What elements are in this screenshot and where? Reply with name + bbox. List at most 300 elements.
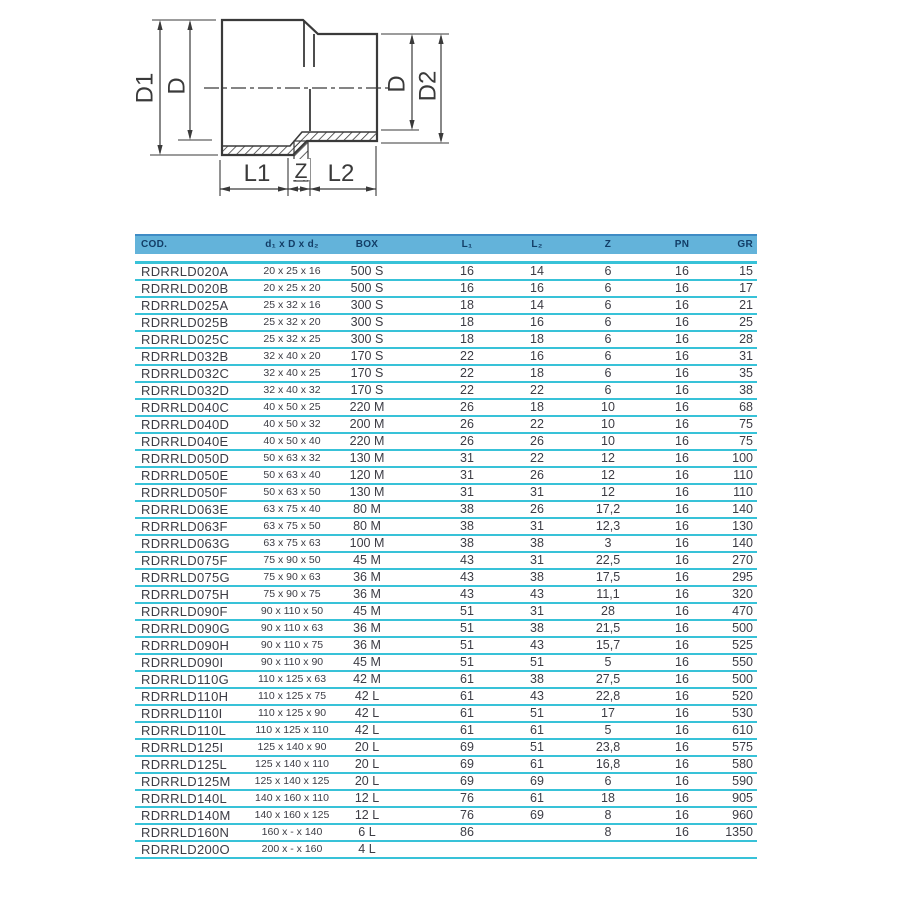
table-cell: 16 xyxy=(675,791,689,805)
table-cell: 45 M xyxy=(353,604,381,618)
table-cell: 26 xyxy=(530,502,544,516)
table-cell: 90 x 110 x 75 xyxy=(260,639,324,651)
table-cell: 16 xyxy=(675,825,689,839)
column-header-gr: GR xyxy=(737,239,753,250)
table-cell: RDRRLD075F xyxy=(141,553,228,568)
table-cell: 14 xyxy=(530,264,544,278)
table-cell: 16 xyxy=(460,264,474,278)
table-cell: RDRRLD063F xyxy=(141,519,228,534)
table-cell: 16 xyxy=(675,400,689,414)
table-cell: RDRRLD125M xyxy=(141,774,231,789)
table-cell: 16 xyxy=(675,757,689,771)
table-cell: 36 M xyxy=(353,570,381,584)
table-cell: 38 xyxy=(530,621,544,635)
table-cell: 80 M xyxy=(353,519,381,533)
table-cell: 75 xyxy=(739,434,753,448)
table-cell: 4 L xyxy=(358,842,376,856)
table-cell: 22,8 xyxy=(595,689,621,703)
table-cell: 610 xyxy=(732,723,753,737)
table-row xyxy=(135,519,757,536)
table-cell: 69 xyxy=(460,757,474,771)
table-cell: RDRRLD050E xyxy=(141,468,229,483)
table-cell: RDRRLD040D xyxy=(141,417,230,432)
table-cell: 31 xyxy=(530,485,544,499)
table-cell: 575 xyxy=(732,740,753,754)
table-cell: 63 x 75 x 40 xyxy=(263,503,321,515)
table-cell: 38 xyxy=(530,672,544,686)
table-row xyxy=(135,315,757,332)
table-cell: 16 xyxy=(530,281,544,295)
dimension-label-z: Z xyxy=(294,160,308,183)
table-cell: RDRRLD020A xyxy=(141,264,229,279)
table-cell: 470 xyxy=(732,604,753,618)
table-cell: 16 xyxy=(530,349,544,363)
table-cell: 32 x 40 x 20 xyxy=(263,350,321,362)
table-row xyxy=(135,774,757,791)
table-cell: 32 x 40 x 32 xyxy=(263,384,321,396)
table-cell: 6 xyxy=(604,349,612,363)
table-cell: 38 xyxy=(739,383,753,397)
table-cell: 16 xyxy=(675,383,689,397)
table-cell: RDRRLD140M xyxy=(141,808,231,823)
table-cell: 130 M xyxy=(349,485,385,499)
table-cell: 42 M xyxy=(353,672,381,686)
table-cell: 110 xyxy=(733,468,753,482)
table-cell: RDRRLD125L xyxy=(141,757,228,772)
table-cell: 76 xyxy=(460,791,474,805)
table-cell: 5 xyxy=(604,655,612,669)
table-cell: 32 x 40 x 25 xyxy=(263,367,321,379)
table-cell: 75 x 90 x 75 xyxy=(263,588,321,600)
column-header-box: BOX xyxy=(355,239,379,250)
table-cell: RDRRLD110H xyxy=(141,689,229,704)
table-cell: RDRRLD025C xyxy=(141,332,230,347)
table-cell: 18 xyxy=(460,298,474,312)
dimension-label-d2: D2 xyxy=(414,70,442,102)
table-row xyxy=(135,434,757,451)
table-row xyxy=(135,757,757,774)
table-cell: 16 xyxy=(675,281,689,295)
table-cell: RDRRLD090H xyxy=(141,638,230,653)
table-cell: 22 xyxy=(460,383,474,397)
table-cell: 16 xyxy=(675,740,689,754)
table-cell: 140 xyxy=(732,502,753,516)
table-cell: 31 xyxy=(530,519,544,533)
table-cell: 170 S xyxy=(350,349,384,363)
table-cell: 16 xyxy=(675,672,689,686)
table-cell: 6 xyxy=(604,281,612,295)
table-cell: 905 xyxy=(732,791,753,805)
table-cell: 6 xyxy=(604,332,612,346)
table-row xyxy=(135,468,757,485)
table-cell: RDRRLD110L xyxy=(141,723,227,738)
table-cell: 110 x 125 x 75 xyxy=(257,690,327,702)
table-row xyxy=(135,570,757,587)
table-cell: 6 L xyxy=(358,825,376,839)
table-cell: 69 xyxy=(460,740,474,754)
table-cell: RDRRLD050F xyxy=(141,485,228,500)
table-cell: RDRRLD110I xyxy=(141,706,223,721)
table-cell: 16 xyxy=(675,570,689,584)
dimension-label-l1: L1 xyxy=(243,160,271,187)
table-cell: 12 xyxy=(601,485,615,499)
table-cell: 12,3 xyxy=(595,519,621,533)
table-cell: 130 M xyxy=(349,451,385,465)
table-cell: 12 xyxy=(601,451,615,465)
table-cell: 500 S xyxy=(350,281,384,295)
dimension-label-d-left: D xyxy=(163,77,191,95)
table-cell: 38 xyxy=(460,519,474,533)
table-cell: 12 L xyxy=(354,808,380,822)
table-cell: 68 xyxy=(739,400,753,414)
column-header-pn: PN xyxy=(674,239,690,250)
table-cell: 110 x 125 x 110 xyxy=(255,724,329,736)
table-cell: 38 xyxy=(530,570,544,584)
table-cell: 500 S xyxy=(350,264,384,278)
table-cell: 140 x 160 x 110 xyxy=(255,792,329,804)
table-cell: 16 xyxy=(675,587,689,601)
table-cell: 270 xyxy=(732,553,753,567)
table-cell: 15 xyxy=(739,264,753,278)
table-cell: 50 x 63 x 50 xyxy=(263,486,321,498)
table-cell: 25 x 32 x 25 xyxy=(263,333,321,345)
table-cell: RDRRLD090I xyxy=(141,655,224,670)
table-cell: 38 xyxy=(460,502,474,516)
table-cell: 6 xyxy=(604,264,612,278)
table-cell: 160 x - x 140 xyxy=(261,826,323,838)
table-cell: 8 xyxy=(604,825,612,839)
column-header-l1: L₁ xyxy=(461,239,473,250)
table-cell: 51 xyxy=(530,706,544,720)
table-cell: 6 xyxy=(604,298,612,312)
column-header-cod: COD. xyxy=(141,239,168,250)
table-cell: RDRRLD025A xyxy=(141,298,229,313)
table-cell: 80 M xyxy=(353,502,381,516)
table-cell: 42 L xyxy=(354,723,380,737)
table-cell: 520 xyxy=(732,689,753,703)
table-cell: RDRRLD040E xyxy=(141,434,229,449)
table-cell: 16 xyxy=(675,417,689,431)
table-cell: 12 L xyxy=(354,791,380,805)
table-cell: 61 xyxy=(460,706,474,720)
table-cell: 38 xyxy=(460,536,474,550)
table-cell: 61 xyxy=(460,689,474,703)
table-cell: 69 xyxy=(530,774,544,788)
table-cell: 38 xyxy=(530,536,544,550)
table-cell: 22 xyxy=(530,451,544,465)
table-cell: 20 x 25 x 20 xyxy=(263,282,321,294)
table-cell: 31 xyxy=(530,604,544,618)
table-cell: 40 x 50 x 32 xyxy=(263,418,321,430)
table-row xyxy=(135,264,757,281)
fitting-cross-section-diagram xyxy=(100,0,480,215)
table-row xyxy=(135,689,757,706)
table-row xyxy=(135,808,757,825)
table-cell: 16 xyxy=(675,264,689,278)
table-cell: 31 xyxy=(739,349,753,363)
table-cell: 43 xyxy=(530,689,544,703)
table-cell: 300 S xyxy=(350,332,384,346)
table-cell: 61 xyxy=(530,757,544,771)
table-row xyxy=(135,638,757,655)
table-cell: 170 S xyxy=(350,383,384,397)
table-cell: 42 L xyxy=(354,689,380,703)
table-cell: 43 xyxy=(460,553,474,567)
table-cell: 140 xyxy=(732,536,753,550)
table-row xyxy=(135,655,757,672)
table-row xyxy=(135,502,757,519)
table-cell: 51 xyxy=(530,740,544,754)
table-cell: 31 xyxy=(530,553,544,567)
table-cell: 100 M xyxy=(349,536,385,550)
table-cell: 69 xyxy=(460,774,474,788)
table-cell: 15,7 xyxy=(595,638,621,652)
table-cell: 8 xyxy=(604,808,612,822)
table-cell: 42 L xyxy=(354,706,380,720)
table-cell: RDRRLD075G xyxy=(141,570,230,585)
table-cell: RDRRLD032B xyxy=(141,349,229,364)
table-cell: 43 xyxy=(530,587,544,601)
table-cell: 17,2 xyxy=(595,502,621,516)
table-row xyxy=(135,485,757,502)
table-cell: 530 xyxy=(732,706,753,720)
table-row xyxy=(135,791,757,808)
table-cell: 20 x 25 x 16 xyxy=(263,265,321,277)
table-cell: 18 xyxy=(530,400,544,414)
table-cell: RDRRLD090G xyxy=(141,621,230,636)
table-cell: RDRRLD160N xyxy=(141,825,230,840)
table-cell: 40 x 50 x 25 xyxy=(263,401,321,413)
table-cell: 21 xyxy=(739,298,753,312)
table-row xyxy=(135,842,757,859)
table-cell: 90 x 110 x 90 xyxy=(260,656,324,668)
table-cell: 43 xyxy=(460,587,474,601)
table-cell: 16 xyxy=(460,281,474,295)
table-cell: 75 x 90 x 50 xyxy=(263,554,321,566)
table-cell: 18 xyxy=(530,366,544,380)
table-cell: 110 xyxy=(733,485,753,499)
table-cell: 16 xyxy=(675,706,689,720)
table-cell: 17,5 xyxy=(595,570,621,584)
table-cell: RDRRLD200O xyxy=(141,842,230,857)
table-cell: 16 xyxy=(675,723,689,737)
table-cell: 45 M xyxy=(353,553,381,567)
table-cell: 27,5 xyxy=(595,672,621,686)
table-cell: 16 xyxy=(675,434,689,448)
table-cell: 220 M xyxy=(349,400,385,414)
table-cell: 3 xyxy=(604,536,612,550)
table-cell: 320 xyxy=(732,587,753,601)
table-cell: 25 x 32 x 16 xyxy=(263,299,321,311)
dimension-label-d1: D1 xyxy=(131,72,159,104)
table-cell: 25 xyxy=(739,315,753,329)
table-cell: 125 x 140 x 110 xyxy=(255,758,329,770)
table-cell: 120 M xyxy=(349,468,385,482)
table-cell: RDRRLD075H xyxy=(141,587,230,602)
table-cell: 16 xyxy=(675,536,689,550)
table-cell: 16 xyxy=(675,655,689,669)
table-row xyxy=(135,621,757,638)
table-cell: 16 xyxy=(675,808,689,822)
table-cell: 6 xyxy=(604,383,612,397)
table-row xyxy=(135,281,757,298)
table-cell: RDRRLD050D xyxy=(141,451,230,466)
table-cell: 31 xyxy=(460,468,474,482)
table-row xyxy=(135,723,757,740)
table-row xyxy=(135,553,757,570)
table-cell: 61 xyxy=(530,723,544,737)
table-cell: 28 xyxy=(739,332,753,346)
table-cell: 295 xyxy=(732,570,753,584)
table-cell: 22 xyxy=(460,366,474,380)
table-cell: 18 xyxy=(530,332,544,346)
table-cell: 11,1 xyxy=(596,587,620,601)
table-cell: 76 xyxy=(460,808,474,822)
table-cell: RDRRLD110G xyxy=(141,672,230,687)
table-cell: 300 S xyxy=(350,298,384,312)
table-cell: 20 L xyxy=(354,740,380,754)
table-cell: 960 xyxy=(732,808,753,822)
table-row xyxy=(135,604,757,621)
table-row xyxy=(135,400,757,417)
table-row xyxy=(135,451,757,468)
table-cell: 590 xyxy=(732,774,753,788)
table-cell: 16 xyxy=(675,332,689,346)
table-cell: RDRRLD090F xyxy=(141,604,228,619)
table-cell: 580 xyxy=(732,757,753,771)
table-cell: 31 xyxy=(460,485,474,499)
table-cell: RDRRLD125I xyxy=(141,740,224,755)
column-header-dim: d₁ x D x d₂ xyxy=(265,239,319,250)
table-cell: 220 M xyxy=(349,434,385,448)
table-cell: RDRRLD063G xyxy=(141,536,230,551)
table-cell: 36 M xyxy=(353,638,381,652)
table-cell: 130 xyxy=(732,519,753,533)
table-cell: 36 M xyxy=(353,621,381,635)
table-cell: 51 xyxy=(460,604,474,618)
table-cell: 69 xyxy=(530,808,544,822)
table-cell: 17 xyxy=(601,706,615,720)
table-row xyxy=(135,298,757,315)
table-cell: 170 S xyxy=(350,366,384,380)
table-cell: 16 xyxy=(675,604,689,618)
table-cell: 14 xyxy=(530,298,544,312)
table-cell: 61 xyxy=(460,672,474,686)
table-cell: 28 xyxy=(601,604,615,618)
table-cell: 26 xyxy=(530,468,544,482)
table-cell: 16 xyxy=(675,349,689,363)
table-cell: 75 xyxy=(739,417,753,431)
table-cell: 140 x 160 x 125 xyxy=(254,809,330,821)
table-cell: 300 S xyxy=(350,315,384,329)
table-cell: 50 x 63 x 40 xyxy=(263,469,321,481)
table-cell: 26 xyxy=(460,417,474,431)
table-cell: 200 M xyxy=(349,417,385,431)
table-cell: 86 xyxy=(460,825,474,839)
table-cell: RDRRLD032C xyxy=(141,366,230,381)
table-body xyxy=(135,264,757,859)
table-cell: 22 xyxy=(460,349,474,363)
table-cell: RDRRLD063E xyxy=(141,502,229,517)
table-cell: 16,8 xyxy=(595,757,621,771)
table-cell: 125 x 140 x 90 xyxy=(257,741,327,753)
table-cell: 16 xyxy=(675,519,689,533)
table-cell: 22,5 xyxy=(595,553,621,567)
dimensions-table xyxy=(135,234,757,859)
table-cell: 16 xyxy=(675,468,689,482)
table-cell: 16 xyxy=(675,638,689,652)
table-cell: 18 xyxy=(460,315,474,329)
table-cell: 16 xyxy=(675,485,689,499)
table-row xyxy=(135,349,757,366)
table-cell: 26 xyxy=(460,434,474,448)
table-cell: RDRRLD040C xyxy=(141,400,230,415)
table-cell: 22 xyxy=(530,417,544,431)
table-cell: 36 M xyxy=(353,587,381,601)
table-cell: 550 xyxy=(732,655,753,669)
table-cell: 26 xyxy=(530,434,544,448)
table-cell: 25 x 32 x 20 xyxy=(263,316,321,328)
table-cell: 23,8 xyxy=(595,740,621,754)
table-cell: RDRRLD032D xyxy=(141,383,230,398)
table-cell: 26 xyxy=(460,400,474,414)
table-cell: 16 xyxy=(675,553,689,567)
dimension-label-d-right: D xyxy=(383,75,411,93)
table-cell: 18 xyxy=(601,791,615,805)
table-cell: 50 x 63 x 32 xyxy=(263,452,321,464)
table-cell: RDRRLD025B xyxy=(141,315,229,330)
table-cell: 110 x 125 x 90 xyxy=(257,707,327,719)
table-cell: 10 xyxy=(601,400,615,414)
table-cell: 21,5 xyxy=(595,621,621,635)
table-row xyxy=(135,383,757,400)
table-cell: 12 xyxy=(601,468,615,482)
table-cell: 16 xyxy=(675,298,689,312)
table-cell: 20 L xyxy=(354,757,380,771)
table-cell: 61 xyxy=(530,791,544,805)
table-cell: 16 xyxy=(675,366,689,380)
table-cell: 10 xyxy=(601,417,615,431)
table-row xyxy=(135,587,757,604)
table-cell: 16 xyxy=(530,315,544,329)
table-row xyxy=(135,332,757,349)
table-cell: 500 xyxy=(732,672,753,686)
table-cell: 16 xyxy=(675,621,689,635)
table-cell: 6 xyxy=(604,366,612,380)
table-row xyxy=(135,825,757,842)
table-row xyxy=(135,672,757,689)
table-cell: 63 x 75 x 50 xyxy=(263,520,321,532)
table-cell: 525 xyxy=(732,638,753,652)
table-row xyxy=(135,366,757,383)
table-cell: RDRRLD020B xyxy=(141,281,229,296)
table-cell: 61 xyxy=(460,723,474,737)
table-cell: 20 L xyxy=(354,774,380,788)
table-cell: 16 xyxy=(675,774,689,788)
table-cell: 43 xyxy=(460,570,474,584)
table-cell: 75 x 90 x 63 xyxy=(263,571,321,583)
table-cell: 51 xyxy=(460,638,474,652)
table-cell: RDRRLD140L xyxy=(141,791,228,806)
table-cell: 63 x 75 x 63 xyxy=(263,537,321,549)
table-cell: 17 xyxy=(739,281,753,295)
table-cell: 16 xyxy=(675,315,689,329)
table-cell: 6 xyxy=(604,774,612,788)
table-cell: 40 x 50 x 40 xyxy=(263,435,321,447)
table-cell: 100 xyxy=(732,451,753,465)
table-header-row xyxy=(135,234,757,254)
table-row xyxy=(135,706,757,723)
